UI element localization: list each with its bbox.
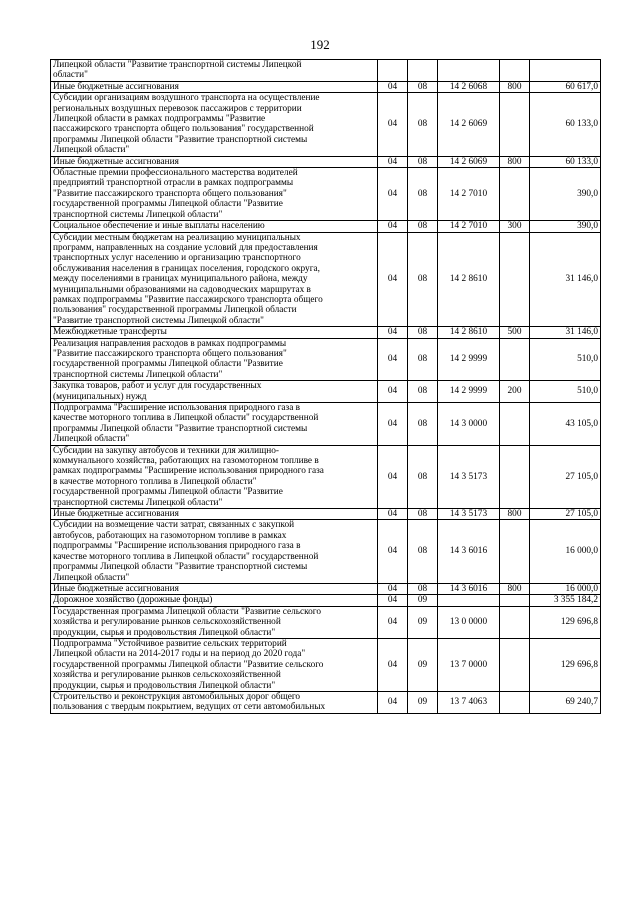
cell-sum: 27 105,0 <box>530 445 601 508</box>
table-row <box>51 606 601 638</box>
cell-sum: 129 696,8 <box>530 606 601 638</box>
cell-rz: 04 <box>378 606 408 638</box>
cell-rz: 04 <box>378 445 408 508</box>
cell-vr: 800 <box>500 509 530 520</box>
cell-sum: 31 146,0 <box>530 327 601 338</box>
cell-rz: 04 <box>378 509 408 520</box>
cell-vr <box>500 338 530 381</box>
cell-vr <box>500 638 530 691</box>
cell-name: Государственная программа Липецкой области "Развитие сельского хозяйства и регулирование рынков сельскохозяйственной продукции, сырья и продовольствия Липецкой области" <box>51 606 378 638</box>
cell-csr: 14 2 7010 <box>438 221 500 232</box>
table-body <box>51 60 601 714</box>
page-number: 192 <box>310 37 330 52</box>
cell-vr <box>500 168 530 221</box>
cell-pr: 09 <box>408 638 438 691</box>
budget-table <box>50 59 601 714</box>
cell-sum <box>530 60 601 82</box>
cell-pr: 08 <box>408 583 438 594</box>
cell-name: Субсидии на закупку автобусов и техники для жилищно- коммунального хозяйства, работающих на газомоторном топливе в рамках подпрограммы "Расширение использования природного газа в качестве моторного топлива в Липецкой области" государственной программы Липецкой области "Развитие транспортной системы Липецкой области" <box>51 445 378 508</box>
cell-csr: 14 2 6068 <box>438 81 500 92</box>
table-row <box>51 381 601 403</box>
cell-vr <box>500 595 530 606</box>
cell-csr: 14 3 6016 <box>438 583 500 594</box>
cell-sum: 60 133,0 <box>530 156 601 167</box>
cell-csr: 13 7 4063 <box>438 691 500 713</box>
cell-sum: 16 000,0 <box>530 520 601 583</box>
cell-vr <box>500 232 530 327</box>
cell-vr <box>500 60 530 82</box>
cell-vr: 500 <box>500 327 530 338</box>
cell-sum: 390,0 <box>530 221 601 232</box>
table-row <box>51 638 601 691</box>
cell-sum: 16 000,0 <box>530 583 601 594</box>
cell-rz: 04 <box>378 381 408 403</box>
cell-pr: 08 <box>408 221 438 232</box>
cell-name: Липецкой области "Развитие транспортной системы Липецкой области" <box>51 60 378 82</box>
table-row <box>51 156 601 167</box>
table-row <box>51 327 601 338</box>
cell-pr <box>408 60 438 82</box>
cell-name: Строительство и реконструкция автомобильных дорог общего пользования с твердым покрытием, ведущих от сети автомобильных <box>51 691 378 713</box>
table-row <box>51 168 601 221</box>
cell-pr: 08 <box>408 81 438 92</box>
cell-pr: 09 <box>408 606 438 638</box>
cell-rz: 04 <box>378 691 408 713</box>
cell-vr: 800 <box>500 156 530 167</box>
cell-csr: 14 3 5173 <box>438 509 500 520</box>
cell-rz: 04 <box>378 583 408 594</box>
table-row <box>51 520 601 583</box>
cell-vr <box>500 445 530 508</box>
cell-name: Подпрограмма "Устойчивое развитие сельских территорий Липецкой области на 2014-2017 годы и на период до 2020 года" государственной программы Липецкой области "Развитие сельского хозяйства и регулирование рынков сельскохозяйственной продукции, сырья и продовольствия Липецкой области" <box>51 638 378 691</box>
cell-pr: 09 <box>408 595 438 606</box>
cell-name: Закупка товаров, работ и услуг для государственных (муниципальных) нужд <box>51 381 378 403</box>
cell-csr: 14 3 6016 <box>438 520 500 583</box>
cell-rz: 04 <box>378 338 408 381</box>
cell-rz: 04 <box>378 520 408 583</box>
cell-name: Иные бюджетные ассигнования <box>51 156 378 167</box>
cell-pr: 08 <box>408 445 438 508</box>
cell-vr: 800 <box>500 81 530 92</box>
cell-pr: 08 <box>408 509 438 520</box>
cell-vr: 300 <box>500 221 530 232</box>
cell-vr <box>500 93 530 156</box>
table-row <box>51 583 601 594</box>
cell-sum: 27 105,0 <box>530 509 601 520</box>
cell-csr: 14 2 9999 <box>438 381 500 403</box>
cell-rz <box>378 60 408 82</box>
table-row <box>51 595 601 606</box>
cell-rz: 04 <box>378 232 408 327</box>
cell-pr: 08 <box>408 232 438 327</box>
cell-rz: 04 <box>378 221 408 232</box>
table-row <box>51 338 601 381</box>
cell-rz: 04 <box>378 327 408 338</box>
cell-csr: 14 3 5173 <box>438 445 500 508</box>
cell-rz: 04 <box>378 93 408 156</box>
cell-name: Подпрограмма "Расширение использования природного газа в качестве моторного топлива в Липецкой области" государственной программы Липецкой области "Развитие транспортной системы Липецкой области" <box>51 403 378 446</box>
cell-csr: 14 3 0000 <box>438 403 500 446</box>
cell-vr <box>500 691 530 713</box>
cell-pr: 08 <box>408 381 438 403</box>
cell-name: Социальное обеспечение и иные выплаты населению <box>51 221 378 232</box>
cell-sum: 69 240,7 <box>530 691 601 713</box>
cell-rz: 04 <box>378 168 408 221</box>
table-row <box>51 691 601 713</box>
cell-pr: 08 <box>408 168 438 221</box>
cell-pr: 08 <box>408 93 438 156</box>
cell-pr: 08 <box>408 327 438 338</box>
cell-sum: 390,0 <box>530 168 601 221</box>
cell-sum: 31 146,0 <box>530 232 601 327</box>
cell-vr <box>500 403 530 446</box>
cell-name: Иные бюджетные ассигнования <box>51 509 378 520</box>
cell-rz: 04 <box>378 638 408 691</box>
cell-vr: 800 <box>500 583 530 594</box>
table-row <box>51 81 601 92</box>
cell-csr <box>438 60 500 82</box>
table-row <box>51 60 601 82</box>
cell-csr: 13 7 0000 <box>438 638 500 691</box>
cell-csr: 14 2 6069 <box>438 93 500 156</box>
table-row <box>51 221 601 232</box>
cell-name: Межбюджетные трансферты <box>51 327 378 338</box>
cell-csr: 14 2 8610 <box>438 232 500 327</box>
table-row <box>51 403 601 446</box>
cell-name: Иные бюджетные ассигнования <box>51 81 378 92</box>
table-row <box>51 445 601 508</box>
cell-csr: 14 2 9999 <box>438 338 500 381</box>
cell-sum: 60 133,0 <box>530 93 601 156</box>
cell-name: Субсидии организациям воздушного транспорта на осуществление региональных воздушных перевозок пассажиров с территории Липецкой области в рамках подпрограммы "Развитие пассажирского транспорта общего пользования" государственной программы Липецкой области "Развитие транспортной системы Липецкой области" <box>51 93 378 156</box>
cell-sum: 3 355 184,2 <box>530 595 601 606</box>
cell-pr: 08 <box>408 403 438 446</box>
cell-name: Субсидии на возмещение части затрат, связанных с закупкой автобусов, работающих на газомоторном топливе в рамках подпрограммы "Расширение использования природного газа в качестве моторного топлива в Липецкой области" государственной программы Липецкой области "Развитие транспортной системы Липецкой области" <box>51 520 378 583</box>
cell-csr <box>438 595 500 606</box>
cell-vr <box>500 520 530 583</box>
cell-sum: 60 617,0 <box>530 81 601 92</box>
cell-name: Областные премии профессионального мастерства водителей предприятий транспортной отрасли в рамках подпрограммы "Развитие пассажирского транспорта общего пользования" государственной программы Липецкой области "Развитие транспортной системы Липецкой области" <box>51 168 378 221</box>
cell-sum: 510,0 <box>530 338 601 381</box>
table-row <box>51 509 601 520</box>
cell-name: Иные бюджетные ассигнования <box>51 583 378 594</box>
cell-name: Дорожное хозяйство (дорожные фонды) <box>51 595 378 606</box>
cell-vr: 200 <box>500 381 530 403</box>
cell-csr: 14 2 8610 <box>438 327 500 338</box>
table-row <box>51 232 601 327</box>
cell-vr <box>500 606 530 638</box>
cell-sum: 129 696,8 <box>530 638 601 691</box>
cell-rz: 04 <box>378 403 408 446</box>
cell-pr: 08 <box>408 520 438 583</box>
cell-rz: 04 <box>378 595 408 606</box>
cell-pr: 08 <box>408 156 438 167</box>
cell-sum: 43 105,0 <box>530 403 601 446</box>
cell-rz: 04 <box>378 156 408 167</box>
cell-csr: 14 2 7010 <box>438 168 500 221</box>
cell-name: Реализация направления расходов в рамках подпрограммы "Развитие пассажирского транспорта общего пользования" государственной программы Липецкой области "Развитие транспортной системы Липецкой области" <box>51 338 378 381</box>
cell-pr: 09 <box>408 691 438 713</box>
cell-sum: 510,0 <box>530 381 601 403</box>
cell-pr: 08 <box>408 338 438 381</box>
cell-csr: 13 0 0000 <box>438 606 500 638</box>
cell-name: Субсидии местным бюджетам на реализацию муниципальных программ, направленных на создание условий для предоставления транспортных услуг населению и организацию транспортного обслуживания населения в границах поселения, городского округа, между поселениями в границах муниципального района, между муниципальными образованиями на садоводческих маршрутах в рамках подпрограммы "Развитие пассажирского транспорта общего пользования" государственной программы Липецкой области "Развитие транспортной системы Липецкой области" <box>51 232 378 327</box>
cell-rz: 04 <box>378 81 408 92</box>
table-row <box>51 93 601 156</box>
cell-csr: 14 2 6069 <box>438 156 500 167</box>
